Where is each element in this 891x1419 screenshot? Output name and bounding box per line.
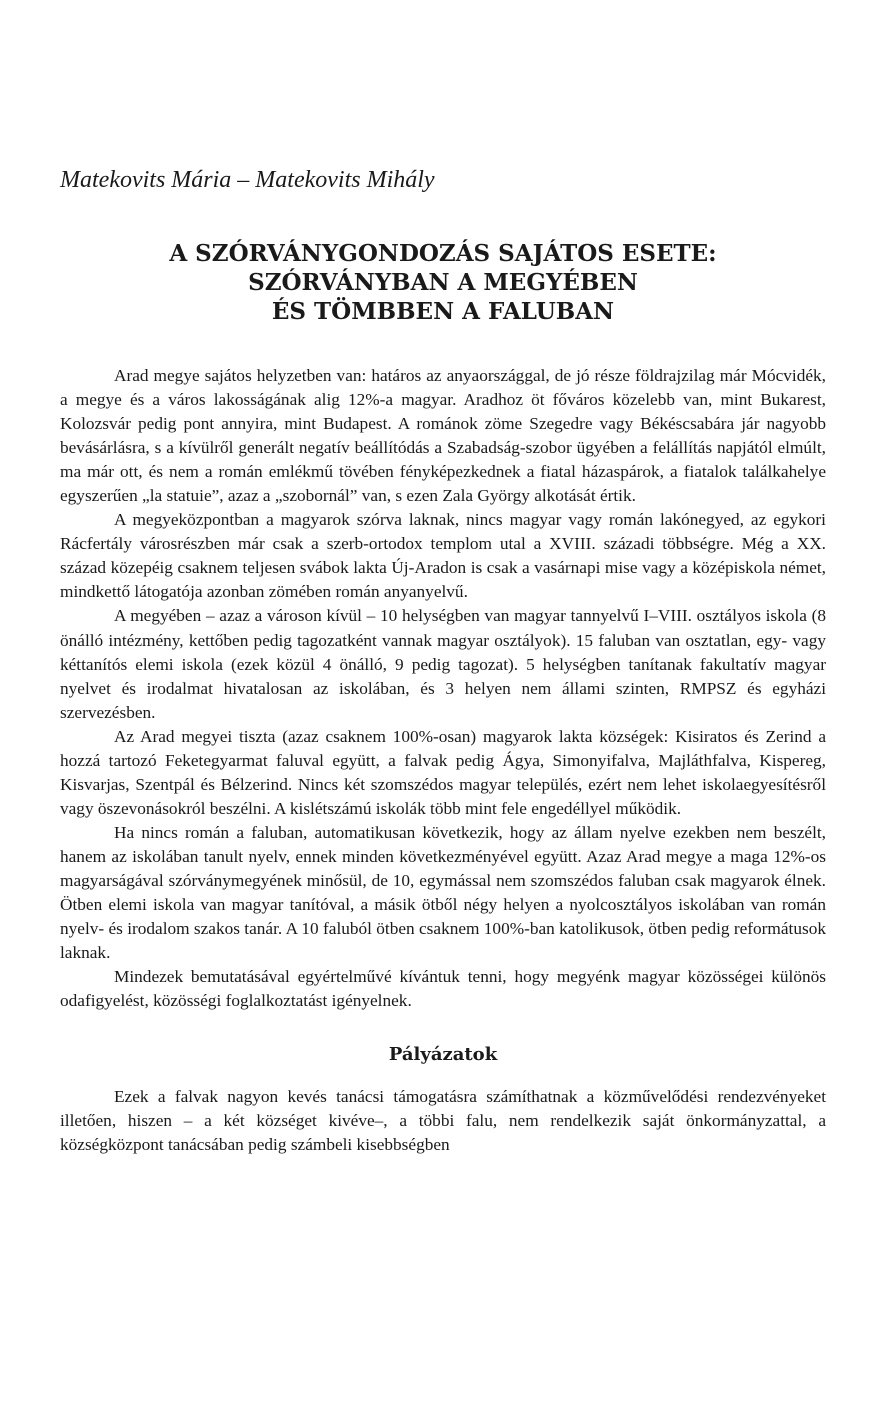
paragraph: A megyében – azaz a városon kívül – 10 helységben van magyar tannyelvű I–VIII. osztályos iskola (8 önálló intézmény, kettőben pedig tagozatként vannak magyar osztályok). 15 faluban van osztatlan, egy- vagy kéttanítós elemi iskola (ezek közül 4 önálló, 9 pedig tagozat). 5 helységben tanítanak fakultatív magyar nyelvet és irodalmat hivatalosan az iskolában, és 3 helyen nem állami szinten, RMPSZ és egyházi szervezésben.: [60, 606, 826, 722]
title-line-2: SZÓRVÁNYBAN A MEGYÉBEN: [248, 269, 638, 296]
title-line-1: A SZÓRVÁNYGONDOZÁS SAJÁTOS ESETE:: [169, 240, 717, 267]
section-body: [60, 1085, 826, 1157]
paragraph: Mindezek bemutatásával egyértelművé kívántuk tenni, hogy megyénk magyar közösségei különös odafigyelést, közösségi foglalkoztatást igényelnek.: [60, 967, 826, 1011]
title-line-3: ÉS TÖMBBEN A FALUBAN: [271, 298, 615, 325]
paragraph: A megyeközpontban a magyarok szórva laknak, nincs magyar vagy román lakónegyed, az egykori Rácfertály városrészben már csak a szerb-ortodox templom utal a XVIII. századi többségre. Még a XX. század közepéig csaknem teljesen svábok lakta Új-Aradon is csak a vasárnapi mise vagy a középiskola német, mindkettő látogatója azonban zömében román anyanyelvű.: [60, 510, 826, 602]
article-title: [60, 239, 826, 326]
paragraph: Ha nincs román a faluban, automatikusan következik, hogy az állam nyelve ezekben nem beszélt, hanem az iskolában tanult nyelv, ennek minden következményével együtt. Azaz Arad megye a maga 12%-os magyarságával szórványmegyének minősül, de 10, egymással nem szomszédos faluban csak magyarok élnek. Ötben elemi iskola van magyar tanítóval, a másik ötből négy helyen a nyolcosztályos iskolában van román nyelv- és irodalom szakos tanár. A 10 faluból ötben csaknem 100%-ban katolikusok, ötben pedig reformátusok laknak.: [60, 822, 826, 963]
paragraph: Ezek a falvak nagyon kevés tanácsi támogatásra számíthatnak a közművelődési rendezvényeket illetően, hiszen – a két községet kivéve–, a többi falu, nem rendelkezik saját önkormányzattal, a községközpont tanácsában pedig számbeli kisebbségben: [60, 1087, 826, 1155]
paragraph: Arad megye sajátos helyzetben van: határos az anyaországgal, de jó része földrajzilag már Mócvidék, a megye és a város lakosságának alig 12%-a magyar. Aradhoz öt főváros közelebb van, mint Bukarest, Kolozsvár pedig pont annyira, mint Budapest. A románok zöme Szegedre vagy Békéscsabára jár nagyobb bevásárlásra, s a kívülről generált negatív beállítódás a Szabadság-szobor ügyében a felállítás napjától elmúlt, ma már ott, és nem a román emlékmű tövében fényképezkednek a fiatal házaspárok, a fiatalok találkahelye egyszerűen „la statuie”, azaz a „szobornál” van, s ezen Zala György alkotását értik.: [60, 366, 826, 506]
section-heading: Pályázatok: [388, 1044, 498, 1066]
page: [60, 165, 826, 1157]
author-line: Matekovits Mária – Matekovits Mihály: [60, 167, 435, 193]
article-body: [60, 364, 826, 1013]
paragraph: Az Arad megyei tiszta (azaz csaknem 100%-osan) magyarok lakta községek: Kisiratos és Zerind a hozzá tartozó Feketegyarmat faluval együtt, a falvak pedig Ágya, Simonyifalva, Majláthfalva, Kispereg, Kisvarjas, Szentpál és Bélzerind. Nincs két szomszédos magyar település, ezért nem lehet iskolaegyesítésről vagy öszevonásokról beszélni. A kislétszámú iskolák több mint fele engedéllyel működik.: [60, 726, 826, 818]
